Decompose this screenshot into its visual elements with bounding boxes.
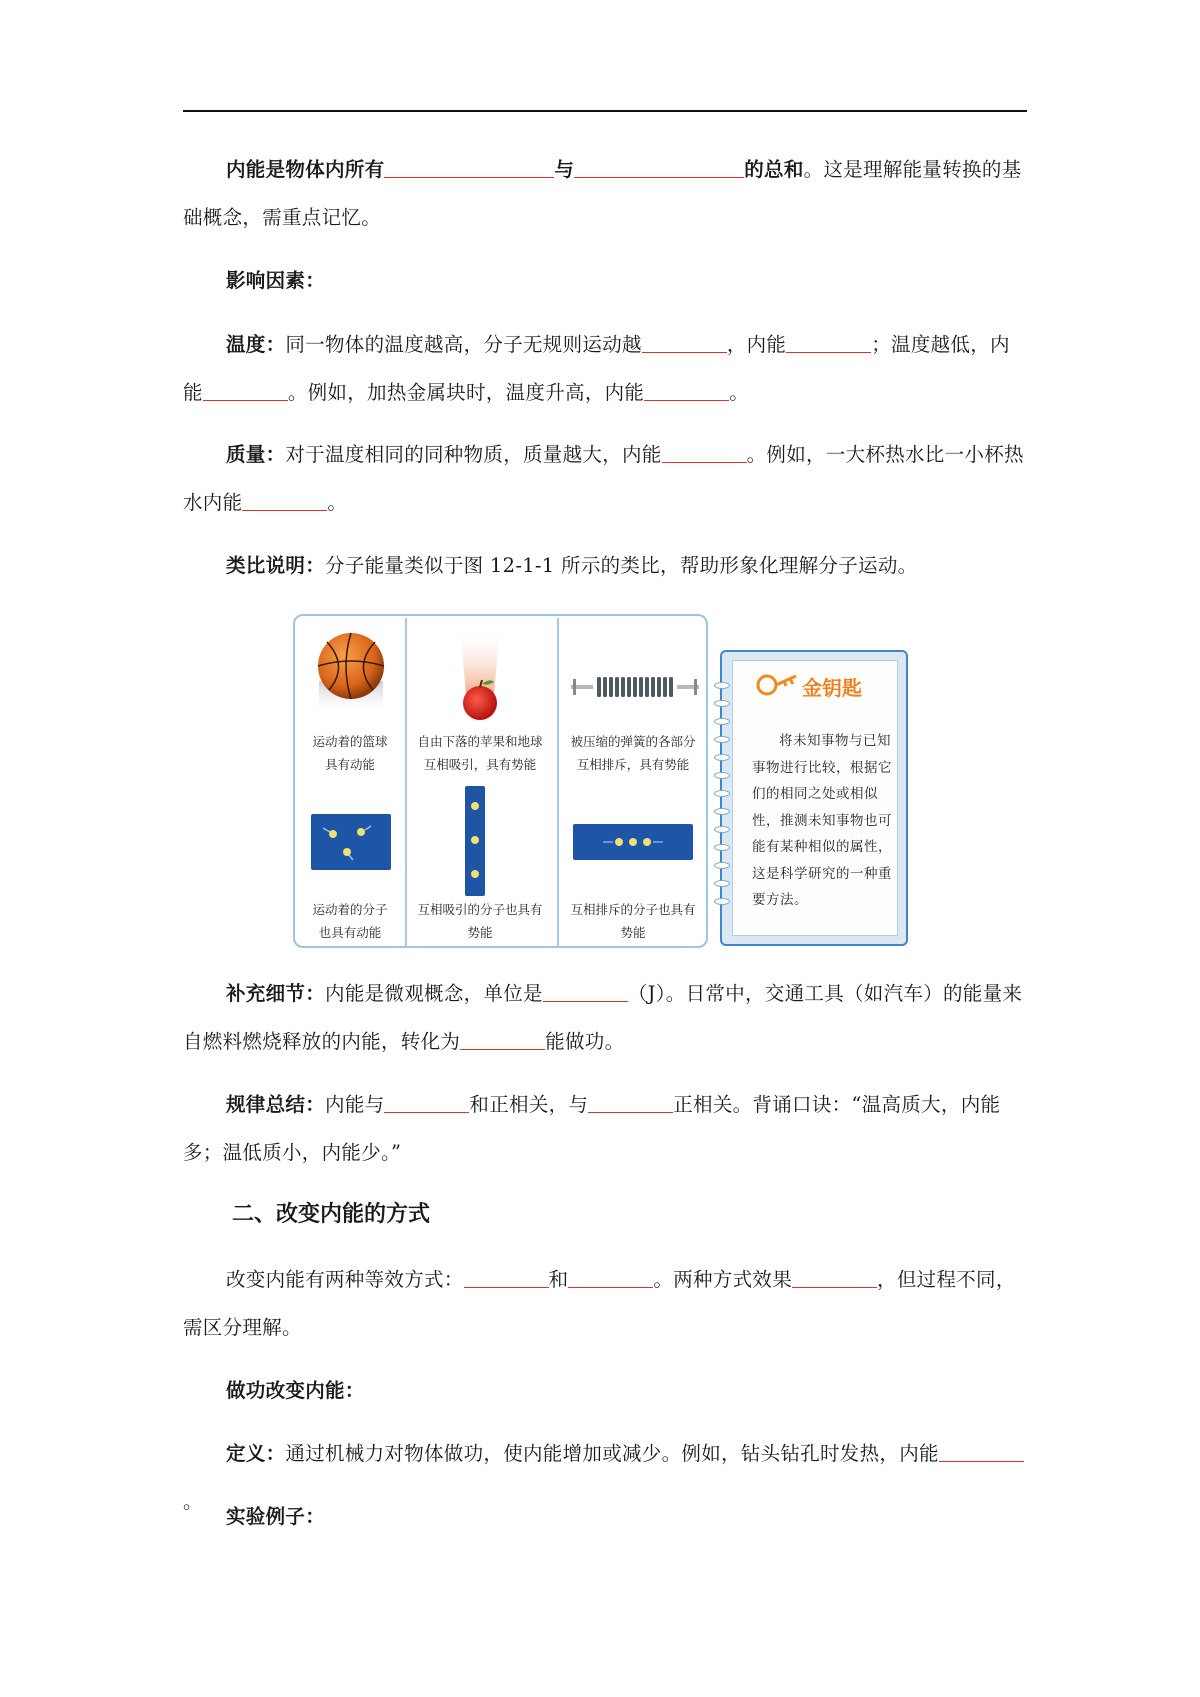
caption-mol-repel-line2: 势能 [620, 925, 646, 940]
temperature-label: 温度： [226, 333, 286, 356]
caption-spring-line1: 被压缩的弹簧的各部分 [570, 734, 696, 749]
methods-paragraph [183, 1256, 1027, 1352]
supplement-text-2: （J）。日常中，交通工具（如汽车）的能量来自燃料燃烧释放的内能，转化为 [183, 982, 1023, 1053]
methods-text-2: 和 [548, 1268, 569, 1291]
caption-mol-repel [557, 898, 709, 944]
temperature-text-4: 。例如，加热金属块时，温度升高，内能 [287, 381, 645, 404]
temperature-text-1: 同一物体的温度越高，分子无规则运动越 [285, 333, 642, 356]
work-definition-text-2: 。 [183, 1490, 203, 1513]
definition-rest: 。这是理解能量转换的基础概念，需重点记忆。 [183, 158, 1022, 229]
rule-summary-paragraph [183, 1081, 1027, 1177]
moving-molecules-icon [311, 814, 391, 870]
caption-mol-kinetic-line2: 也具有动能 [318, 925, 382, 940]
definition-conj: 与 [554, 158, 575, 181]
caption-mol-repel-line1: 互相排斥的分子也具有 [570, 902, 696, 917]
rule-text-1: 内能与 [325, 1093, 385, 1116]
analogy-text: 分子能量类似于图 12-1-1 所示的类比，帮助形象化理解分子运动。 [325, 554, 918, 577]
caption-mol-attract-line1: 互相吸引的分子也具有 [417, 902, 543, 917]
supplement-text-1: 内能是微观概念，单位是 [325, 982, 543, 1005]
mass-text-1: 对于温度相同的同种物质，质量越大，内能 [285, 443, 662, 466]
binder-ring [714, 754, 730, 761]
blank-energy-form[interactable] [460, 1027, 545, 1050]
binder-ring [714, 682, 730, 689]
factors-heading: 影响因素： [226, 269, 326, 292]
caption-apple [403, 730, 557, 776]
rule-label: 规律总结： [226, 1093, 326, 1116]
binder-ring [714, 790, 730, 797]
caption-mol-attract [403, 898, 557, 944]
key-icon [756, 670, 800, 700]
methods-text-1: 改变内能有两种等效方式： [226, 1268, 464, 1291]
golden-key-text: 将未知事物与已知事物进行比较，根据它们的相同之处或相似性，推测未知事物也可能有某种相似的属性，这是科学研究的一种重要方法。 [752, 733, 892, 908]
blank-unit[interactable] [543, 979, 628, 1002]
supplement-paragraph [183, 970, 1027, 1066]
binder-ring [714, 844, 730, 851]
caption-apple-line2: 互相吸引，具有势能 [423, 757, 537, 772]
blank-temp-4[interactable] [644, 378, 729, 401]
rule-text-2: 和正相关，与 [469, 1093, 589, 1116]
mass-text-3: 。 [327, 491, 348, 514]
analogy-label: 类比说明： [226, 554, 326, 577]
definition-lead: 内能是物体内所有 [226, 158, 385, 181]
repelling-molecules-icon [573, 824, 693, 860]
temperature-paragraph [183, 321, 1027, 417]
binder-ring [714, 718, 730, 725]
binder-ring [714, 826, 730, 833]
caption-basketball [283, 730, 417, 776]
column-divider-2 [557, 618, 559, 946]
caption-basketball-line2: 具有动能 [324, 757, 375, 772]
attracting-molecules-icon [465, 786, 485, 896]
apple-icon [450, 624, 510, 724]
caption-mol-kinetic [283, 898, 417, 944]
binder-ring [714, 898, 730, 905]
definition-label: 定义： [226, 1442, 286, 1465]
mass-label: 质量： [226, 443, 286, 466]
mass-text-2: 。例如，一大杯热水比一小杯热水内能 [183, 443, 1024, 514]
golden-key-note [720, 650, 908, 946]
figure-panel [293, 614, 708, 948]
blank-rule-2[interactable] [588, 1090, 673, 1113]
column-divider-1 [405, 618, 407, 946]
work-definition-text-1: 通过机械力对物体做功，使内能增加或减少。例如，钻头钻孔时发热，内能 [285, 1442, 939, 1465]
methods-text-3: 。两种方式效果 [653, 1268, 793, 1291]
blank-work-definition[interactable] [939, 1439, 1024, 1462]
attracting-molecules-box [465, 786, 485, 896]
blank-method-2[interactable] [568, 1265, 653, 1288]
analogy-paragraph [183, 542, 1027, 590]
caption-spring [557, 730, 709, 776]
caption-basketball-line1: 运动着的篮球 [312, 734, 388, 749]
golden-key-title: 金钥匙 [802, 676, 862, 700]
blank-temp-3[interactable] [203, 378, 288, 401]
binder-ring [714, 808, 730, 815]
blank-rule-1[interactable] [384, 1090, 469, 1113]
mass-paragraph [183, 431, 1027, 527]
methods-text-4: ，但过程不同，需区分理解。 [183, 1268, 1016, 1339]
work-heading: 做功改变内能： [226, 1379, 365, 1402]
experiment-heading: 实验例子： [226, 1505, 326, 1528]
basketball-icon [311, 626, 391, 716]
blank-method-3[interactable] [792, 1265, 877, 1288]
section-2-title: 二、改变内能的方式 [232, 1202, 431, 1227]
binder-ring [714, 880, 730, 887]
supplement-label: 补充细节： [226, 982, 326, 1005]
spring-icon [571, 676, 699, 698]
binder-ring [714, 700, 730, 707]
temperature-text-5: 。 [729, 381, 750, 404]
supplement-text-3: 能做功。 [545, 1030, 625, 1053]
definition-end: 的总和 [744, 158, 804, 181]
header-rule [183, 110, 1027, 112]
rule-text-3: 正相关。背诵口诀：“温高质大，内能多；温低质小，内能少。” [183, 1093, 1001, 1164]
moving-molecules-box [311, 814, 391, 870]
binder-ring [714, 736, 730, 743]
binder-ring [714, 862, 730, 869]
binder-ring [714, 772, 730, 779]
caption-spring-line2: 互相排斥，具有势能 [576, 757, 690, 772]
blank-definition-1[interactable] [384, 155, 554, 178]
caption-mol-attract-line2: 势能 [467, 925, 493, 940]
temperature-text-2: ，内能 [726, 333, 787, 356]
blank-mass-2[interactable] [242, 488, 327, 511]
temperature-text-3: ；温度越低，内能 [183, 333, 1010, 404]
blank-mass-1[interactable] [662, 440, 747, 463]
caption-mol-kinetic-line1: 运动着的分子 [312, 902, 388, 917]
blank-definition-2[interactable] [574, 155, 744, 178]
blank-temp-2[interactable] [786, 330, 871, 353]
analogy-figure [293, 614, 915, 950]
internal-energy-definition [183, 146, 1027, 242]
caption-apple-line1: 自由下落的苹果和地球 [417, 734, 543, 749]
repelling-molecules-box [573, 824, 693, 860]
blank-method-1[interactable] [464, 1265, 549, 1288]
blank-temp-1[interactable] [642, 330, 727, 353]
